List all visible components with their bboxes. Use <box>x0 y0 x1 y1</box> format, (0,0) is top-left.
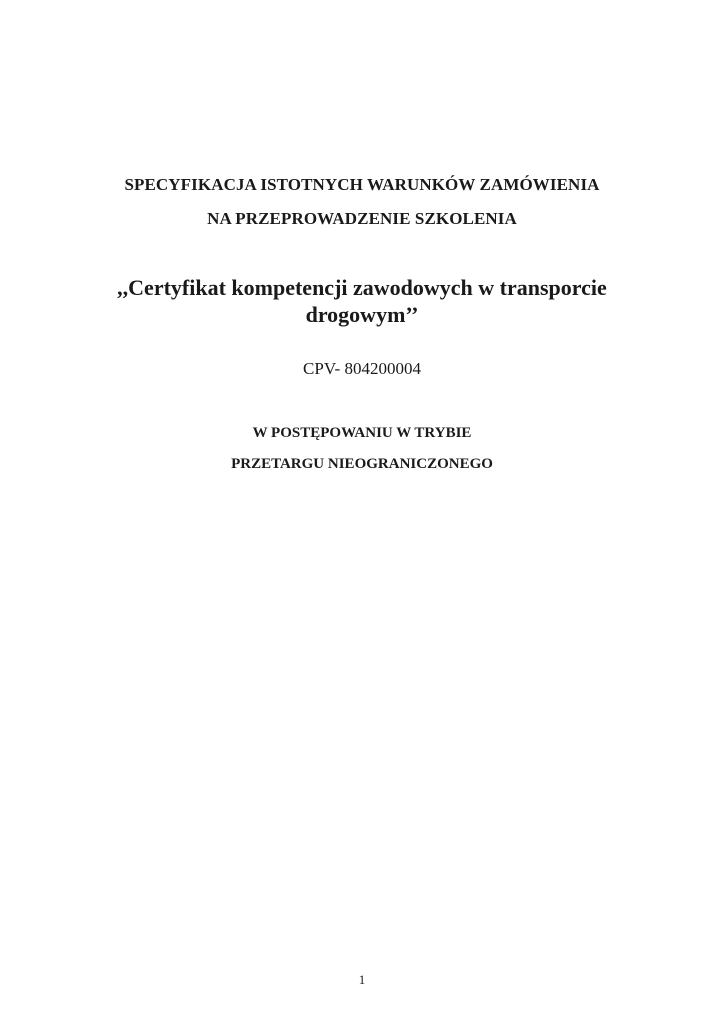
training-title-line-1: ,,Certyfikat kompetencji zawodowych w transporcie <box>117 275 607 300</box>
cpv-code: CPV- 804200004 <box>303 359 421 378</box>
spec-title-line-2: NA PRZEPROWADZENIE SZKOLENIA <box>207 209 517 228</box>
spec-title-line-1: SPECYFIKACJA ISTOTNYCH WARUNKÓW ZAMÓWIENIA <box>124 175 600 194</box>
training-title-line-2: drogowym’’ <box>305 302 419 327</box>
page-number: 1 <box>358 972 366 987</box>
procedure-line-1: W POSTĘPOWANIU W TRYBIE <box>252 425 472 441</box>
procedure-line-2: PRZETARGU NIEOGRANICZONEGO <box>231 456 493 472</box>
